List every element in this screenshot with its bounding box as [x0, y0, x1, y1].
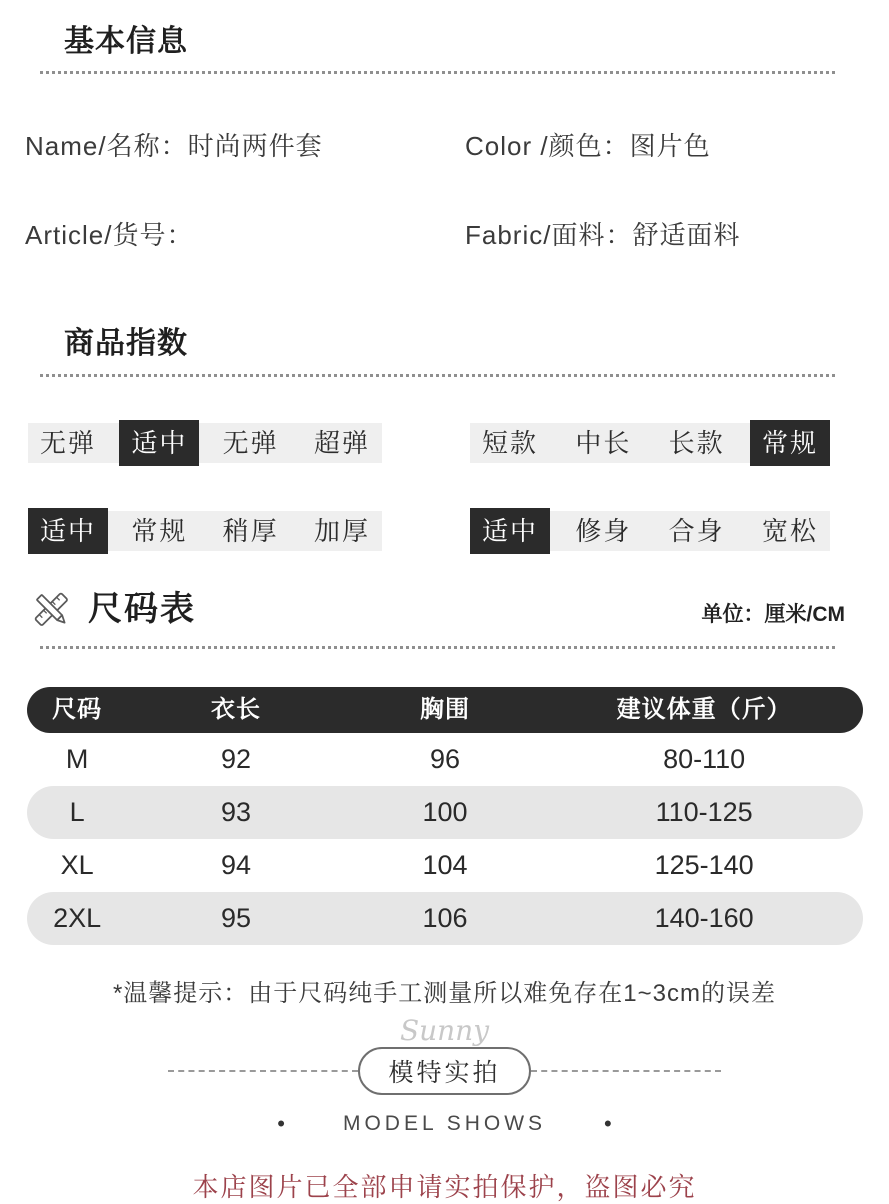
size-chart-unit: 单位：厘米/CM	[701, 603, 845, 626]
ruler-pencil-icon	[30, 588, 72, 630]
model-shows-subtitle: MODEL SHOWS	[342, 1112, 547, 1135]
field-fabric	[465, 215, 889, 252]
model-shows-badge: 模特实拍	[358, 1047, 530, 1095]
field-name	[25, 126, 465, 163]
option-fit-1: 修身	[575, 516, 632, 546]
size-note: *温馨提示：由于尺码纯手工测量所以难免存在1~3cm的误差	[112, 980, 777, 1007]
copyright-notice: 本店图片已全部申请实拍保护，盗图必究	[192, 1172, 697, 1202]
cell-bust: 100	[422, 797, 468, 827]
field-color-value: 图片色	[629, 131, 711, 161]
option-length-3-selected: 常规	[750, 420, 830, 466]
option-length-2: 长款	[668, 428, 725, 458]
cell-bust: 104	[422, 850, 468, 880]
option-elasticity-1-selected: 适中	[119, 420, 199, 466]
cell-weight: 80-110	[663, 744, 746, 774]
basic-info-title: 基本信息	[64, 25, 188, 58]
size-table-header-row	[27, 687, 863, 733]
cell-bust: 106	[422, 903, 468, 933]
table-row-2xl	[27, 892, 863, 945]
cell-weight: 140-160	[654, 903, 754, 933]
size-chart-header	[30, 581, 845, 630]
option-group-fit	[470, 511, 830, 551]
cell-length: 93	[220, 797, 252, 827]
basic-info-grid	[25, 126, 889, 252]
option-group-elasticity	[28, 423, 382, 463]
option-elasticity-2: 无弹	[222, 428, 279, 458]
table-row-m	[27, 733, 863, 786]
option-elasticity-3: 超弹	[313, 428, 370, 458]
cell-size: M	[65, 744, 89, 774]
option-thickness-0-selected: 适中	[28, 508, 108, 554]
product-index-title: 商品指数	[64, 327, 188, 360]
field-article	[25, 215, 465, 252]
option-length-0: 短款	[482, 428, 539, 458]
option-group-thickness	[28, 511, 382, 551]
cell-size: L	[69, 797, 85, 827]
col-length: 衣长	[210, 696, 261, 723]
cell-length: 94	[220, 850, 252, 880]
bullet-dot-right: •	[604, 1111, 612, 1136]
dash-divider-left	[168, 1070, 358, 1072]
col-size: 尺码	[52, 696, 103, 723]
model-badge-row	[0, 1047, 889, 1095]
option-group-length	[470, 423, 830, 463]
option-length-1: 中长	[575, 428, 632, 458]
table-row-l	[27, 786, 863, 839]
cell-length: 92	[220, 744, 252, 774]
option-fit-3: 宽松	[761, 516, 818, 546]
section-divider	[40, 646, 835, 649]
table-row-xl	[27, 839, 863, 892]
cell-bust: 96	[429, 744, 460, 774]
cell-size: 2XL	[53, 903, 102, 933]
field-name-value: 时尚两件套	[187, 131, 323, 161]
option-elasticity-0: 无弹	[40, 428, 97, 458]
field-color-label: Color /颜色：	[465, 131, 630, 161]
bullet-dot-left: •	[277, 1111, 285, 1136]
option-row-1	[28, 423, 889, 463]
dash-divider-right	[531, 1070, 721, 1072]
option-row-2	[28, 511, 889, 551]
option-thickness-1: 常规	[131, 516, 188, 546]
option-fit-2: 合身	[668, 516, 725, 546]
section-divider	[40, 374, 835, 377]
option-fit-0-selected: 适中	[470, 508, 550, 554]
cell-weight: 110-125	[655, 797, 753, 827]
col-weight: 建议体重（斤）	[616, 696, 792, 723]
field-fabric-label: Fabric/面料：	[465, 220, 633, 250]
field-fabric-value: 舒适面料	[632, 220, 741, 250]
cell-size: XL	[60, 850, 94, 880]
option-thickness-2: 稍厚	[222, 516, 279, 546]
cell-length: 95	[220, 903, 252, 933]
size-table	[27, 687, 863, 945]
section-divider	[40, 71, 835, 74]
field-article-label: Article/货号：	[25, 220, 194, 250]
field-color	[465, 126, 889, 163]
model-shows-subtitle-row	[0, 1111, 889, 1137]
option-thickness-3: 加厚	[313, 516, 370, 546]
watermark-script: Sunny	[399, 1014, 490, 1047]
field-name-label: Name/名称：	[25, 131, 188, 161]
size-chart-title: 尺码表	[88, 590, 196, 628]
cell-weight: 125-140	[654, 850, 754, 880]
col-bust: 胸围	[419, 696, 470, 723]
